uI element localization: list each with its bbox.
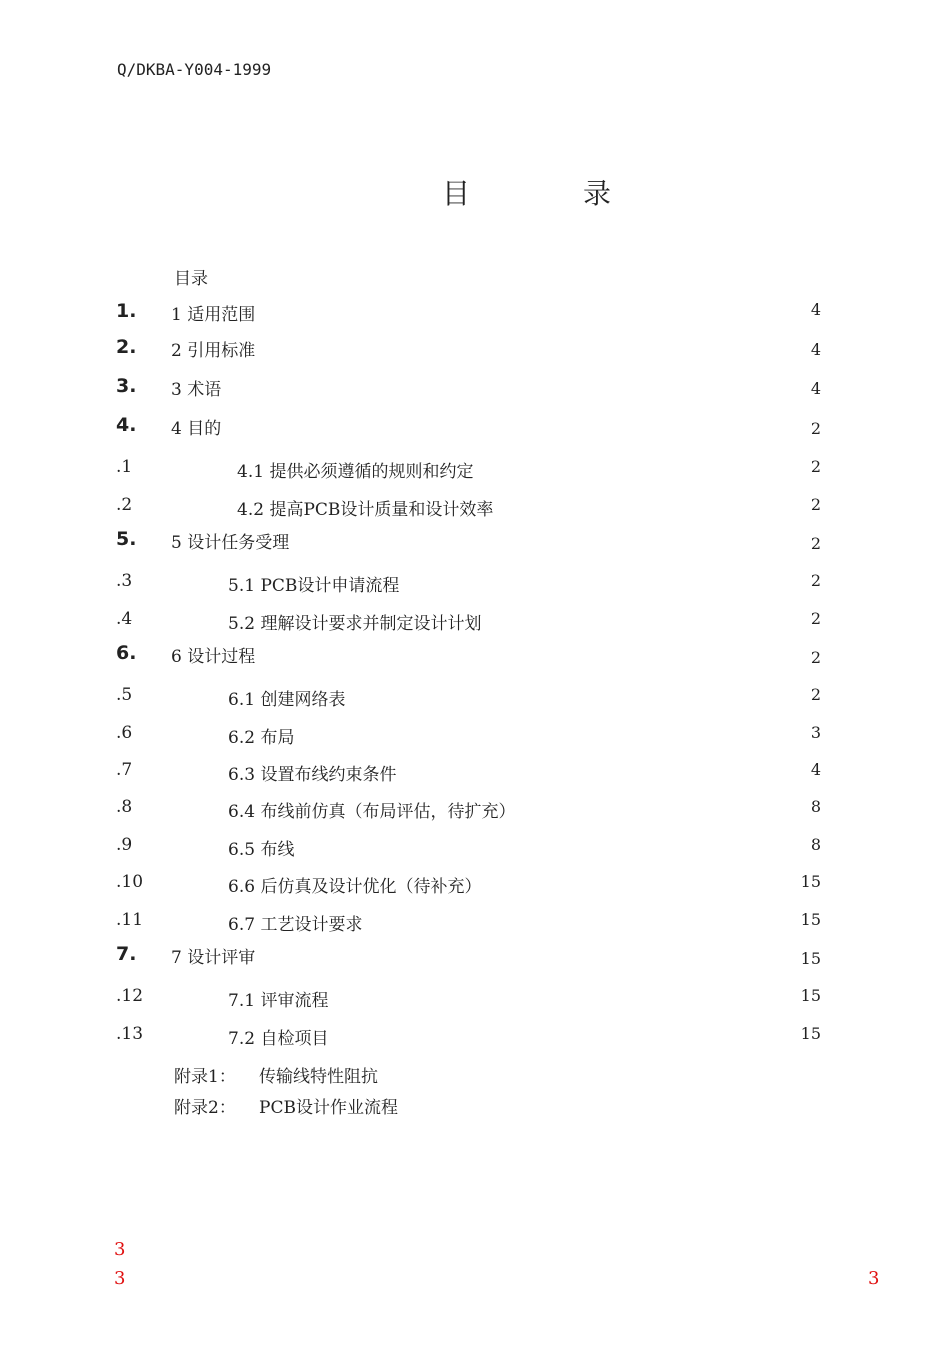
toc-entry-number: .1: [116, 457, 133, 477]
footer-page-mark: 3: [114, 1268, 126, 1289]
toc-entry-page: 4: [810, 340, 821, 359]
toc-entry-number: 7.: [116, 943, 137, 965]
toc-entry-number: .3: [116, 571, 133, 591]
toc-entry-page: 4: [810, 379, 821, 398]
footer-page-mark: 3: [114, 1239, 126, 1260]
toc-entry-title: 6.3 设置布线约束条件: [228, 765, 397, 785]
toc-entry-title: 6.1 创建网络表: [228, 690, 346, 710]
toc-entry-title: 7 设计评审: [171, 948, 256, 968]
page-title-char-1: 目: [442, 177, 471, 210]
toc-entry-title: 4 目的: [171, 419, 222, 439]
toc-entry-number: 5.: [116, 528, 137, 550]
page-title: [0, 172, 950, 212]
toc-entry-title: 5 设计任务受理: [171, 533, 290, 553]
toc-entry-title: 3 术语: [171, 380, 222, 400]
toc-entry[interactable]: [0, 943, 950, 973]
toc-entry[interactable]: [0, 835, 950, 865]
toc-entry-page: 2: [810, 495, 821, 514]
toc-entry[interactable]: [0, 685, 950, 715]
toc-entry-page: 2: [810, 419, 821, 438]
toc-entry-number: .5: [116, 685, 133, 705]
toc-entry-page: 3: [810, 723, 821, 742]
toc-entry-page: 8: [810, 835, 821, 854]
toc-entry-page: 4: [810, 300, 821, 319]
toc-entry[interactable]: [0, 495, 950, 525]
appendix-entry[interactable]: [174, 1093, 398, 1118]
toc-entry[interactable]: [0, 375, 950, 405]
toc-entry-title: 6.5 布线: [228, 840, 295, 860]
toc-entry-number: .2: [116, 495, 133, 515]
toc-entry-title: 6.4 布线前仿真（布局评估，待扩充）: [228, 802, 516, 822]
toc-entry-number: .7: [116, 760, 133, 780]
appendix-entry[interactable]: [174, 1062, 378, 1087]
toc-entry-number: .4: [116, 609, 133, 629]
toc-entry[interactable]: [0, 300, 950, 330]
toc-entry[interactable]: [0, 571, 950, 601]
toc-entry-title: 5.1 PCB设计申请流程: [228, 576, 400, 596]
toc-entry[interactable]: [0, 760, 950, 790]
toc-entry-title: 6.2 布局: [228, 728, 295, 748]
toc-entry[interactable]: [0, 1024, 950, 1054]
toc-entry[interactable]: [0, 910, 950, 940]
toc-entry-number: .11: [116, 910, 144, 930]
toc-entry[interactable]: [0, 528, 950, 558]
toc-entry-title: 6.6 后仿真及设计优化（待补充）: [228, 877, 482, 897]
toc-entry-page: 8: [810, 797, 821, 816]
toc-entry[interactable]: [0, 872, 950, 902]
appendix-title: 传输线特性阻抗: [259, 1067, 378, 1087]
toc-entry-number: .13: [116, 1024, 144, 1044]
toc-entry-page: 15: [800, 872, 821, 891]
toc-entry-title: 1 适用范围: [171, 305, 256, 325]
toc-entry[interactable]: [0, 336, 950, 366]
toc-entry-number: 3.: [116, 375, 137, 397]
toc-entry-page: 15: [800, 910, 821, 929]
toc-entry-page: 15: [800, 1024, 821, 1043]
toc-entry[interactable]: [0, 797, 950, 827]
toc-entry-number: .6: [116, 723, 133, 743]
toc-entry-page: 2: [810, 534, 821, 553]
toc-entry-number: .8: [116, 797, 133, 817]
toc-entry-title: 7.2 自检项目: [228, 1029, 329, 1049]
toc-entry-page: 15: [800, 986, 821, 1005]
toc-entry-page: 4: [810, 760, 821, 779]
toc-entry[interactable]: [0, 642, 950, 672]
toc-entry[interactable]: [0, 414, 950, 444]
toc-entry[interactable]: [0, 609, 950, 639]
toc-entry-page: 15: [800, 949, 821, 968]
toc-heading: 目录: [174, 269, 208, 289]
toc-entry-title: 5.2 理解设计要求并制定设计计划: [228, 614, 482, 634]
toc-entry-page: 2: [810, 609, 821, 628]
page-title-char-2: 录: [583, 177, 612, 210]
toc-entry-page: 2: [810, 648, 821, 667]
toc-entry-title: 4.1 提供必须遵循的规则和约定: [237, 462, 474, 482]
toc-entry[interactable]: [0, 457, 950, 487]
toc-entry[interactable]: [0, 986, 950, 1016]
toc-entry-title: 6.7 工艺设计要求: [228, 915, 363, 935]
toc-entry-number: 2.: [116, 336, 137, 358]
toc-entry-title: 4.2 提高PCB设计质量和设计效率: [237, 500, 494, 520]
toc-entry-number: 1.: [116, 300, 137, 322]
toc-entry-number: .12: [116, 986, 144, 1006]
toc-entry-number: .10: [116, 872, 144, 892]
footer-page-mark: 3: [868, 1268, 880, 1289]
appendix-title: PCB设计作业流程: [259, 1098, 398, 1118]
appendix-prefix: 附录2：: [174, 1098, 236, 1118]
toc-entry-title: 7.1 评审流程: [228, 991, 329, 1011]
toc-entry-title: 2 引用标准: [171, 341, 256, 361]
toc-entry-page: 2: [810, 571, 821, 590]
toc-entry-number: 6.: [116, 642, 137, 664]
toc-entry-page: 2: [810, 685, 821, 704]
toc-entry-number: 4.: [116, 414, 137, 436]
toc-entry[interactable]: [0, 723, 950, 753]
document-code: Q/DKBA-Y004-1999: [117, 60, 272, 79]
toc-entry-number: .9: [116, 835, 133, 855]
toc-entry-title: 6 设计过程: [171, 647, 256, 667]
appendix-prefix: 附录1：: [174, 1067, 236, 1087]
toc-entry-page: 2: [810, 457, 821, 476]
